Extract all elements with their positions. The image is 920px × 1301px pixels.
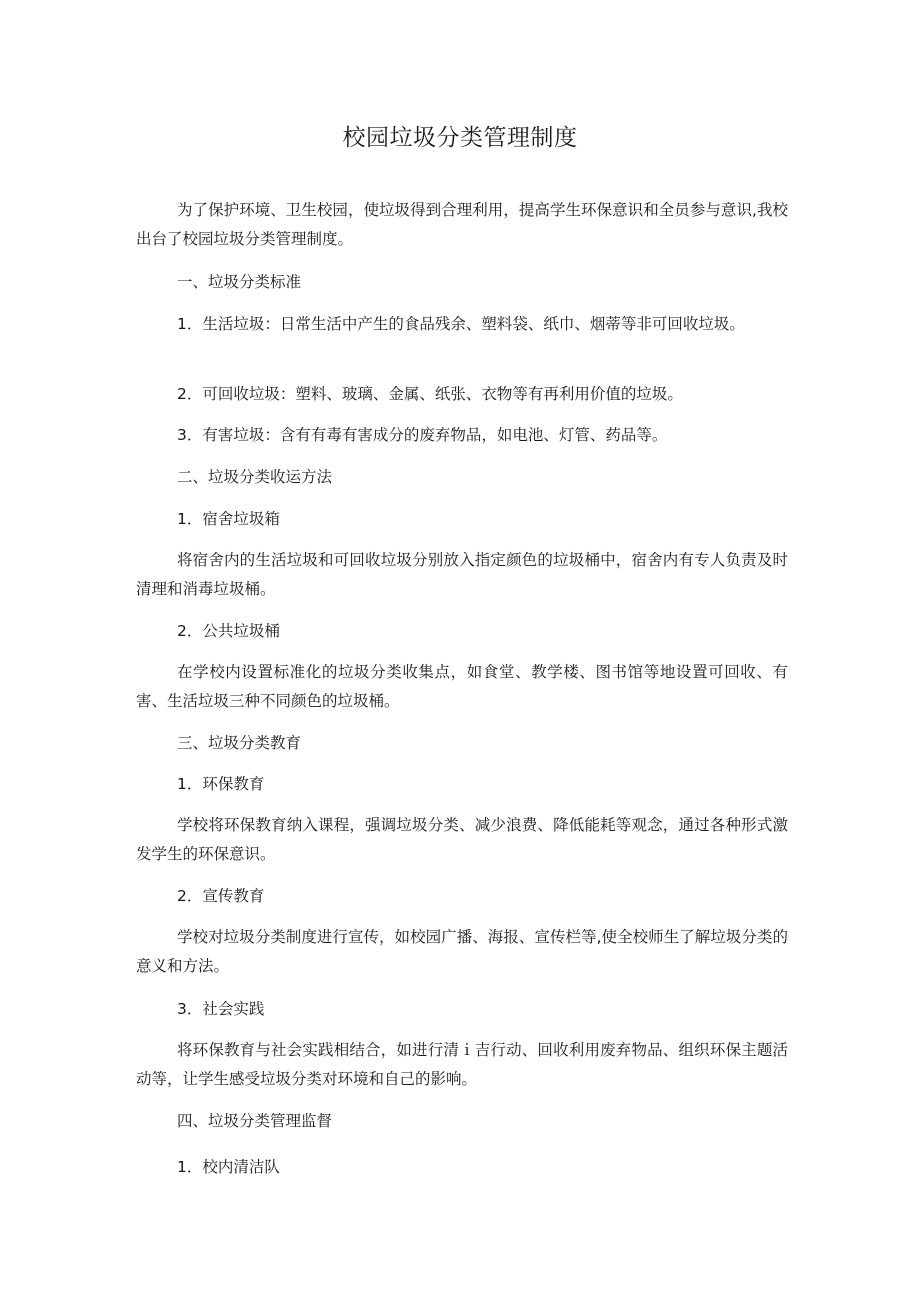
section2-heading: 二、垃圾分类收运方法 <box>177 468 333 486</box>
section3-sub2-heading: 2．宣传教育 <box>177 887 265 905</box>
section2-sub2-text: 在学校内设置标准化的垃圾分类收集点，如食堂、教学楼、图书馆等地设置可回收、有害、生活垃圾三种不同颜色的垃圾桶。 <box>136 663 788 710</box>
section1-item2: 2．可回收垃圾：塑料、玻璃、金属、纸张、衣物等有再利用价值的垃圾。 <box>177 385 683 403</box>
section4-sub1-heading: 1．校内清洁队 <box>177 1158 280 1176</box>
section1-item1: 1．生活垃圾：日常生活中产生的食品残余、塑料袋、纸巾、烟蒂等非可回收垃圾。 <box>177 315 745 333</box>
section2-sub1-text: 将宿舍内的生活垃圾和可回收垃圾分别放入指定颜色的垃圾桶中，宿舍内有专人负责及时清理和消毒垃圾桶。 <box>136 551 788 598</box>
section3-sub3-text: 将环保教育与社会实践相结合，如进行清ｉ吉行动、回收利用废弃物品、组织环保主题活动等，让学生感受垃圾分类对环境和自己的影响。 <box>136 1041 788 1088</box>
section2-sub1-heading: 1．宿舍垃圾箱 <box>177 510 280 528</box>
section3-sub2-text: 学校对垃圾分类制度进行宣传，如校园广播、海报、宣传栏等,使全校师生了解垃圾分类的意义和方法。 <box>136 928 788 975</box>
section3-heading: 三、垃圾分类教育 <box>177 734 302 752</box>
document-title: 校园垃圾分类管理制度 <box>342 125 578 151</box>
section3-sub3-heading: 3．社会实践 <box>177 1000 265 1018</box>
intro-paragraph: 为了保护环境、卫生校园，使垃圾得到合理利用，提高学生环保意识和全员参与意识,我校出台了校园垃圾分类管理制度。 <box>136 201 788 248</box>
section2-sub2-heading: 2．公共垃圾桶 <box>177 622 280 640</box>
section3-sub1-text: 学校将环保教育纳入课程，强调垃圾分类、减少浪费、降低能耗等观念，通过各种形式激发学生的环保意识。 <box>136 816 788 863</box>
section1-heading: 一、垃圾分类标准 <box>177 273 302 291</box>
section3-sub1-heading: 1．环保教育 <box>177 775 265 793</box>
section4-heading: 四、垃圾分类管理监督 <box>177 1112 333 1130</box>
section1-item3: 3．有害垃圾：含有有毒有害成分的废弃物品，如电池、灯管、药品等。 <box>177 426 668 444</box>
